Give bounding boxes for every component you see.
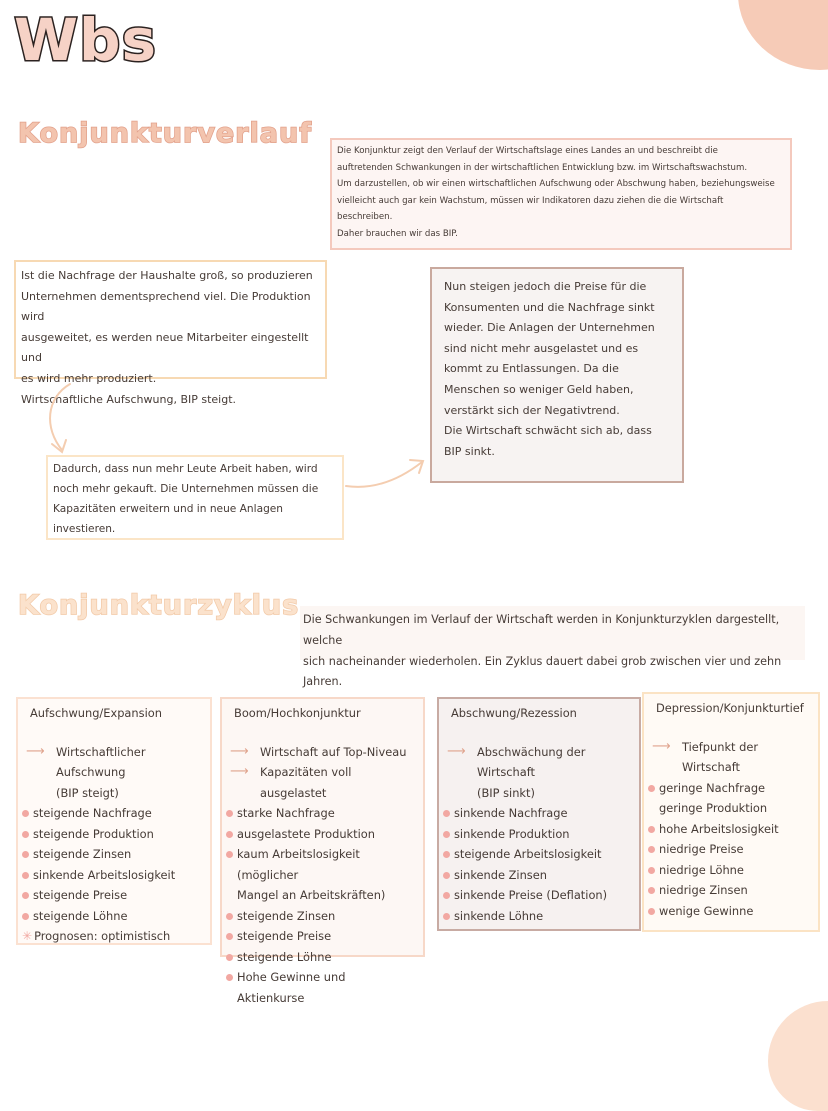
list-item: geringe Nachfrage [659,780,766,795]
list-item: steigende Löhne [237,949,332,964]
bullet-dot-icon [443,892,450,899]
curved-arrow-right-icon [344,450,428,494]
employment-box [46,455,344,540]
arrow-right-icon: ⟶ [26,743,45,759]
bullet-dot-icon [22,810,29,817]
bullet-dot-icon [22,913,29,920]
bullet-dot-icon [648,826,655,833]
text-line: sich nacheinander wiederholen. Ein Zyklus dauert dabei grob zwischen vier und zehn Jahren. [303,654,782,689]
bullet-dot-icon [226,810,233,817]
text-line: Menschen so weniger Geld haben, [444,382,634,396]
list-item: steigende Preise [33,888,128,902]
phase-lead: Abschwächung der Wirtschaft [477,744,586,779]
list-item: geringe Produktion [659,801,768,815]
text-line: sind nicht mehr ausgelastet und es [444,341,639,355]
list-item: sinkende Arbeitslosigkeit [33,867,176,882]
text-line: investieren. [53,523,116,535]
text-line: Die Wirtschaft schwächt sich ab, dass [444,424,652,438]
arrow-right-icon: ⟶ [447,743,466,759]
arrow-right-icon: ⟶ [230,743,249,759]
logo-title: Wbs [14,6,158,74]
text-line: noch mehr gekauft. Die Unternehmen müssen die [53,483,319,495]
list-item: sinkende Zinsen [454,867,547,882]
phase-expansion-card [16,697,212,945]
cycle-description [300,606,805,689]
phase-title: Abschwung/Rezession [451,706,577,720]
text-line: es wird mehr produziert. [21,371,157,385]
text-line: Konsumenten und die Nachfrage sinkt [444,300,655,314]
bullet-dot-icon [22,892,29,899]
bullet-dot-icon [22,872,29,879]
list-item: Mangel an Arbeitskräften) [237,888,386,902]
bullet-dot-icon [226,831,233,838]
arrow-right-icon: ⟶ [652,738,671,754]
downturn-box [430,267,684,483]
heading-konjunkturverlauf: Konjunkturverlauf [18,118,312,149]
decorative-blob-top-right [738,0,828,70]
list-item: Prognosen: optimistisch [34,929,171,943]
bullet-dot-icon [226,954,233,961]
phase-recession-card [437,697,641,931]
phase-lead: Wirtschaft auf Top-Niveau [260,744,407,759]
asterisk-icon: ✳ [22,929,33,943]
phase-lead: Wirtschaftlicher Aufschwung [56,744,146,779]
phase-title: Depression/Konjunkturtief [656,701,804,715]
text-line: ausgeweitet, es werden neue Mitarbeiter eingestellt und [21,330,309,365]
phase-lead: Tiefpunkt der Wirtschaft [682,739,759,774]
phase-depression-card [642,692,820,932]
phase-title: Boom/Hochkonjunktur [234,706,361,720]
bullet-dot-icon [226,933,233,940]
bullet-dot-icon [648,887,655,894]
list-item: steigende Arbeitslosigkeit [454,847,602,861]
bullet-dot-icon [648,846,655,853]
list-item: steigende Nachfrage [33,806,152,820]
list-item: sinkende Preise (Deflation) [454,888,608,902]
decorative-blob-bottom-right [768,1001,828,1111]
list-item: steigende Zinsen [237,908,336,923]
text-line: Die Konjunktur zeigt den Verlauf der Wirtschaftslage eines Landes an und beschreibt die [337,146,718,156]
list-item: kaum Arbeitslosigkeit (möglicher [237,847,360,882]
intro-box [330,138,792,250]
bullet-dot-icon [226,913,233,920]
text-line: Wirtschaftliche Aufschwung, BIP steigt. [21,392,237,406]
list-item: Hohe Gewinne und Aktienkurse [237,970,346,1005]
phase-lead-sub: (BIP steigt) [56,785,119,800]
list-item: niedrige Zinsen [659,883,748,897]
curved-arrow-down-icon [40,380,80,460]
phase-lead: Kapazitäten voll ausgelastet [260,765,352,800]
phase-boom-card [220,697,425,1005]
list-item: wenige Gewinne [659,903,754,918]
demand-box [14,260,327,406]
bullet-dot-icon [648,867,655,874]
bullet-dot-icon [22,851,29,858]
list-item: niedrige Löhne [659,862,744,877]
text-line: beschreiben. [337,212,393,223]
bullet-dot-icon [22,831,29,838]
list-item: starke Nachfrage [237,806,335,820]
list-item: sinkende Löhne [454,908,544,923]
list-item: niedrige Preise [659,842,744,856]
bullet-dot-icon [443,851,450,858]
list-item: steigende Preise [237,929,332,943]
text-line: Die Schwankungen im Verlauf der Wirtschaft werden in Konjunkturzyklen dargestellt, welche [303,613,780,647]
phase-lead-sub: (BIP sinkt) [477,785,535,800]
bullet-dot-icon [226,974,233,981]
heading-konjunkturzyklus: Konjunkturzyklus [18,590,300,621]
text-line: Dadurch, dass nun mehr Leute Arbeit haben, wird [53,463,318,475]
bullet-dot-icon [443,810,450,817]
text-line: auftretenden Schwankungen in der wirtschaftlichen Entwicklung bzw. im Wirtschaftswachstum. [337,162,748,173]
text-line: kommt zu Entlassungen. Da die [444,362,619,376]
text-line: Unternehmen dementsprechend viel. Die Produktion wird [21,289,311,324]
text-line: BIP sinkt. [444,444,495,458]
list-item: steigende Zinsen [33,847,132,861]
list-item: ausgelastete Produktion [237,826,375,841]
list-item: sinkende Produktion [454,826,570,841]
text-line: Ist die Nachfrage der Haushalte groß, so produzieren [21,269,313,282]
phase-title: Aufschwung/Expansion [30,706,162,720]
list-item: sinkende Nachfrage [454,806,568,820]
bullet-dot-icon [443,913,450,920]
text-line: Kapazitäten erweitern und in neue Anlagen [53,503,284,515]
bullet-dot-icon [648,785,655,792]
bullet-dot-icon [443,872,450,879]
list-item: steigende Löhne [33,908,128,923]
text-line: Daher brauchen wir das BIP. [337,228,458,239]
text-line: wieder. Die Anlagen der Unternehmen [444,321,655,335]
arrow-right-icon: ⟶ [230,764,249,779]
list-item: steigende Produktion [33,826,154,841]
bullet-dot-icon [443,831,450,838]
text-line: vielleicht auch gar kein Wachstum, müssen wir Indikatoren dazu ziehen die die Wirtschaft [337,195,724,206]
bullet-dot-icon [648,908,655,915]
text-line: Um darzustellen, ob wir einen wirtschaftlichen Aufschwung oder Abschwung haben, beziehungsweise [337,179,775,190]
text-line: Nun steigen jedoch die Preise für die [444,280,647,293]
bullet-dot-icon [226,851,233,858]
text-line: verstärkt sich der Negativtrend. [444,403,620,417]
list-item: hohe Arbeitslosigkeit [659,821,779,836]
